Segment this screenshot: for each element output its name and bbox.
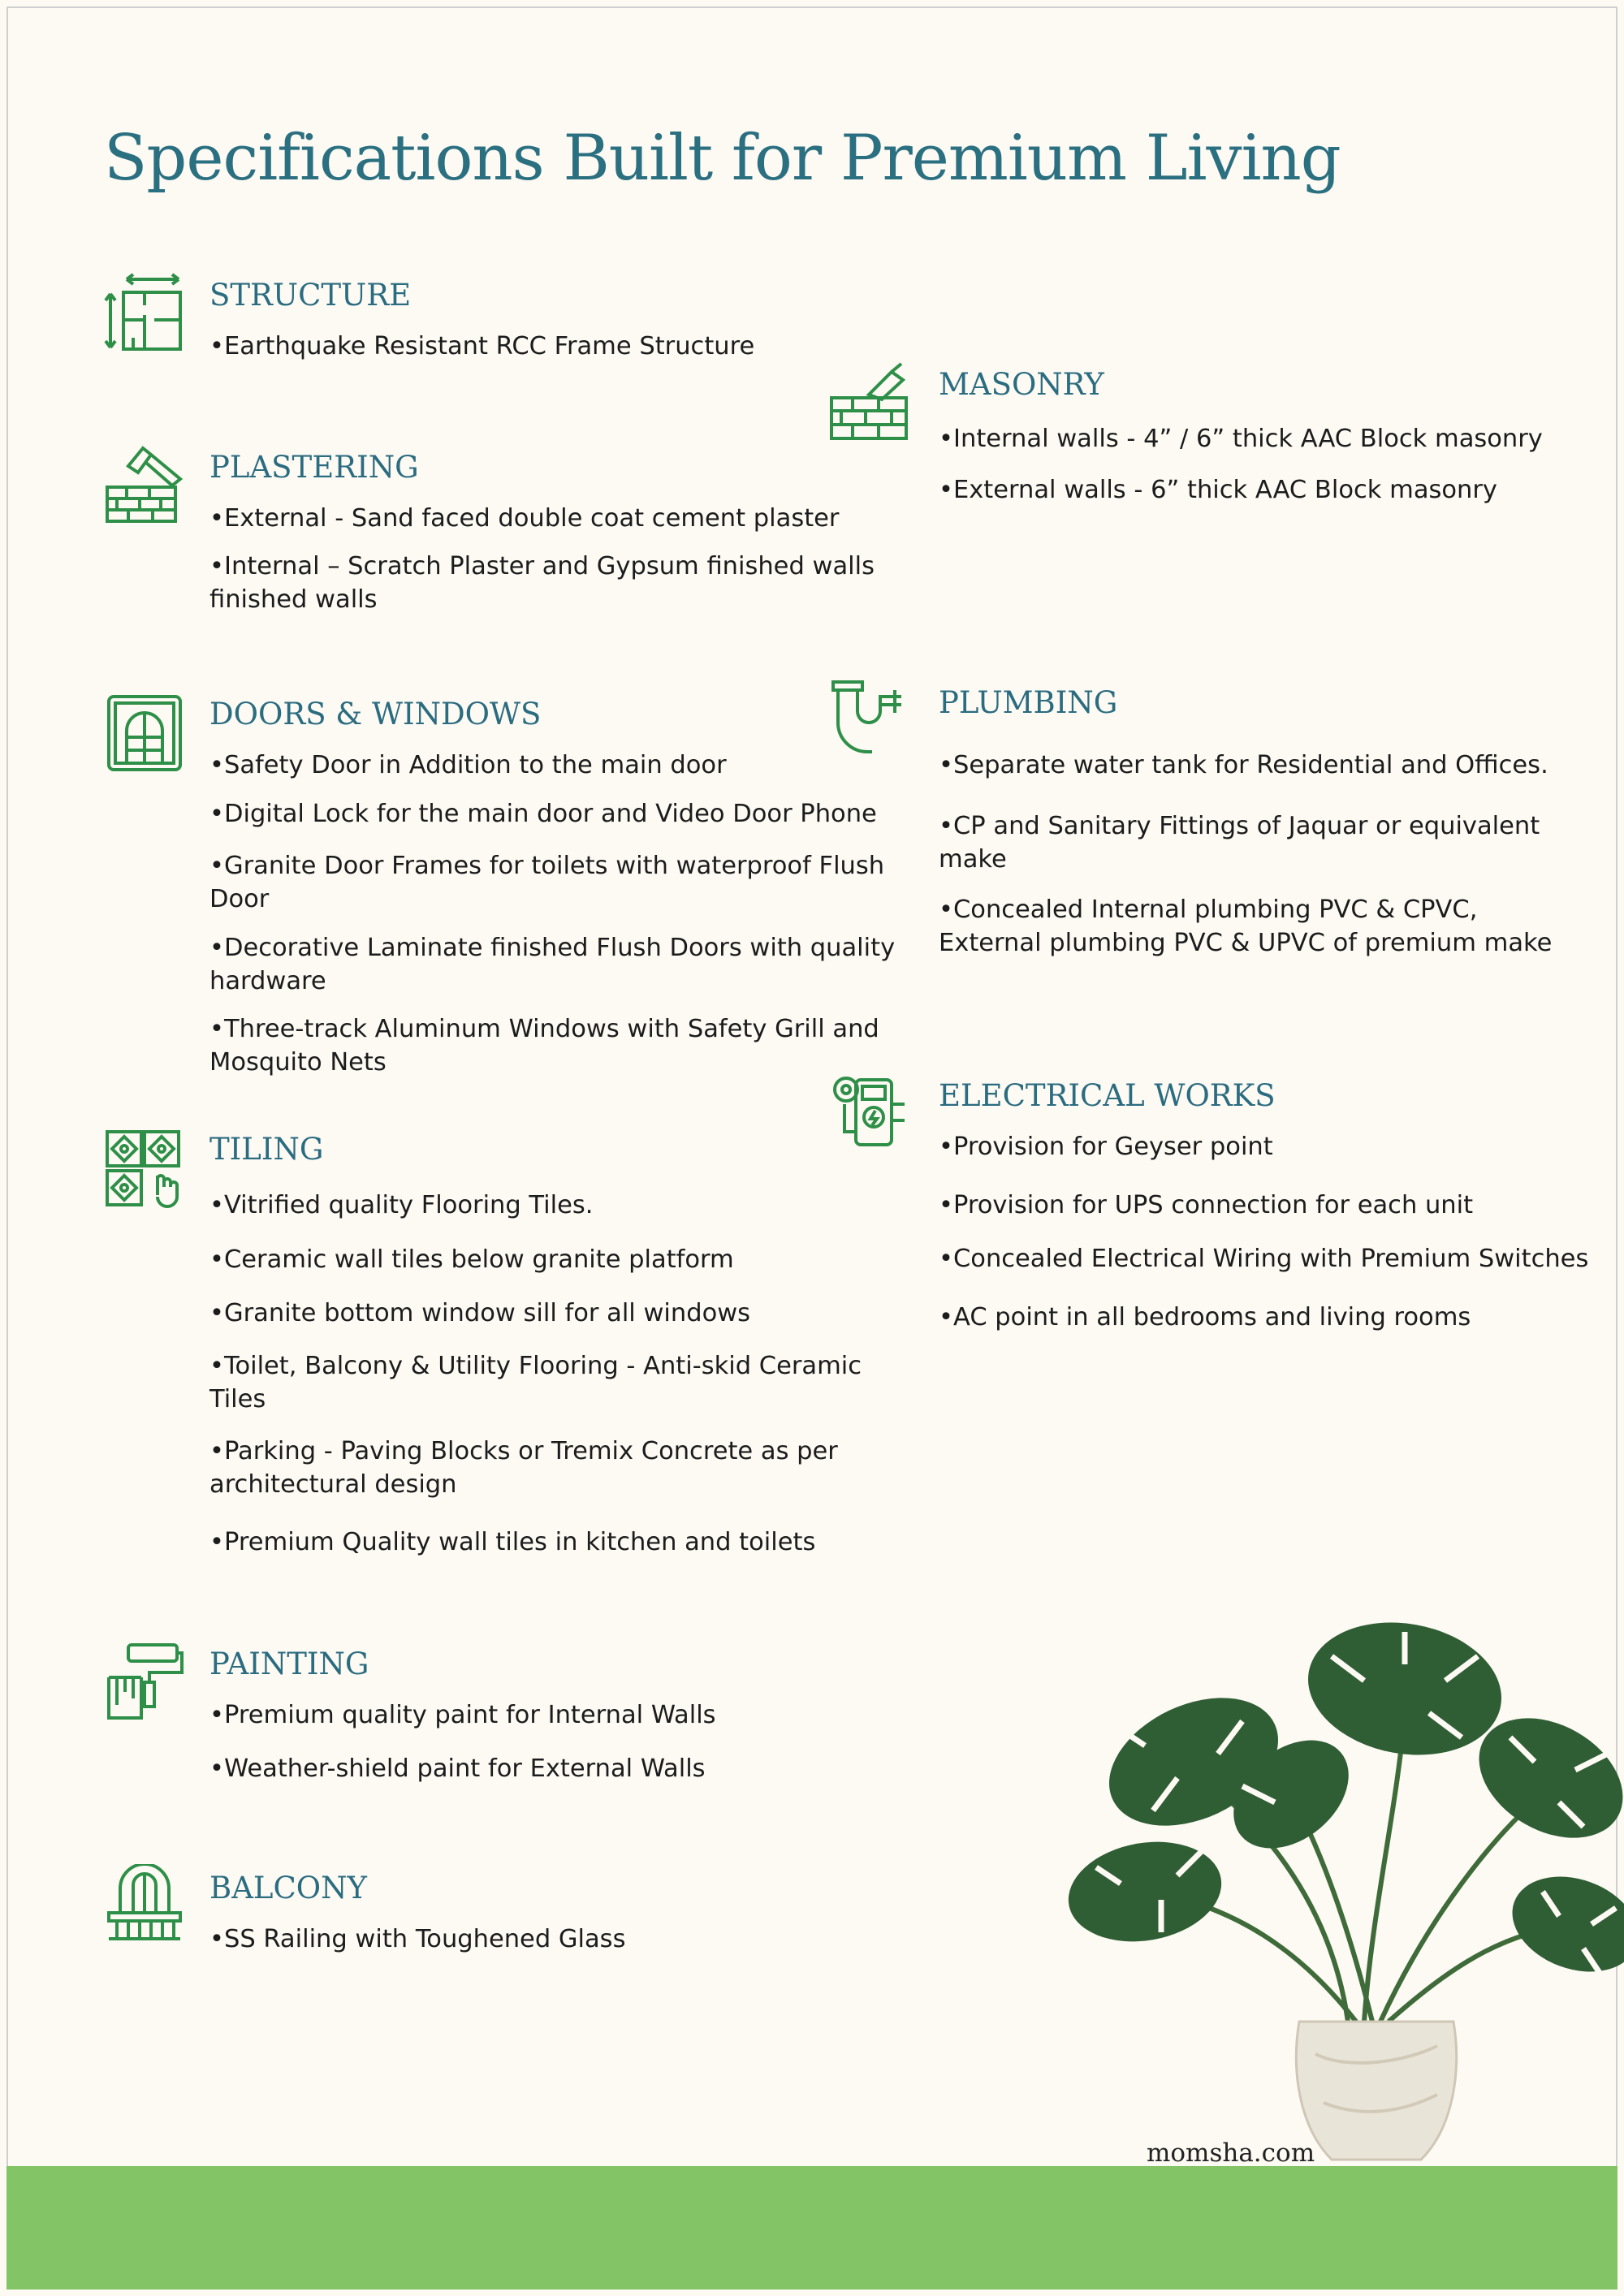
plastering-list (209, 502, 875, 616)
plastering-trowel-icon (104, 443, 185, 524)
window-icon (104, 692, 185, 773)
list-item: •Vitrified quality Flooring Tiles. (209, 1191, 594, 1219)
masonry-list (939, 422, 1605, 507)
list-item: •Internal walls - 4” / 6” thick AAC Block masonry (939, 425, 1543, 453)
section-heading-balcony: BALCONY (209, 1871, 367, 1905)
list-item: •External - Sand faced double coat cement plaster (209, 504, 840, 533)
section-heading-tiling: TILING (209, 1132, 324, 1167)
tiles-icon (104, 1129, 185, 1210)
list-item: •Earthquake Resistant RCC Frame Structure (209, 332, 755, 360)
list-item: •Premium quality paint for Internal Walls (209, 1701, 716, 1729)
section-heading-structure: STRUCTURE (209, 278, 412, 313)
list-item: •Separate water tank for Residential and Offices. (939, 751, 1548, 779)
section-heading-painting: PAINTING (209, 1646, 369, 1681)
list-item: •Granite bottom window sill for all windows (209, 1299, 751, 1327)
list-item: •CP and Sanitary Fittings of Jaquar or equivalent make (939, 812, 1540, 874)
list-item: •Parking - Paving Blocks or Tremix Concrete as per architectural design (209, 1437, 838, 1499)
brick-wall-trowel-icon (828, 362, 909, 443)
doors-windows-list (209, 749, 940, 1079)
paint-roller-icon (104, 1640, 185, 1721)
list-item: •Premium Quality wall tiles in kitchen and toilets (209, 1528, 816, 1556)
plumbing-list (939, 749, 1605, 960)
section-heading-plastering: PLASTERING (209, 450, 419, 485)
list-item: •Concealed Internal plumbing PVC & CPVC, External plumbing PVC & UPVC of premium make (939, 896, 1553, 957)
section-heading-masonry: MASONRY (939, 367, 1104, 402)
structure-list (209, 330, 875, 363)
list-item: •External walls - 6” thick AAC Block masonry (939, 476, 1497, 504)
list-item: •Weather-shield paint for External Walls (209, 1754, 706, 1783)
list-item: •Internal – Scratch Plaster and Gypsum finished walls finished walls (209, 552, 875, 614)
painting-list (209, 1698, 875, 1785)
floor-plan-icon (104, 273, 185, 354)
potted-monstera-plant-image (1056, 1567, 1624, 2168)
electrical-list (939, 1130, 1605, 1334)
section-heading-plumbing: PLUMBING (939, 685, 1118, 720)
list-item: •Provision for UPS connection for each unit (939, 1191, 1474, 1219)
list-item: •Three-track Aluminum Windows with Safety Grill and Mosquito Nets (209, 1015, 879, 1077)
list-item: •Safety Door in Addition to the main door (209, 751, 727, 779)
list-item: •Granite Door Frames for toilets with waterproof Flush Door (209, 852, 885, 913)
list-item: •SS Railing with Toughened Glass (209, 1925, 626, 1953)
list-item: •Digital Lock for the main door and Video Door Phone (209, 800, 877, 828)
list-item: •Provision for Geyser point (939, 1133, 1273, 1161)
list-item: •AC point in all bedrooms and living rooms (939, 1303, 1471, 1331)
tiling-list (209, 1189, 875, 1559)
list-item: •Ceramic wall tiles below granite platform (209, 1245, 734, 1274)
list-item: •Toilet, Balcony & Utility Flooring - Anti-skid Ceramic Tiles (209, 1352, 862, 1413)
page-title: Specifications Built for Premium Living (104, 122, 1341, 195)
footer-band (6, 2166, 1618, 2290)
website-label: momsha.com (1147, 2138, 1315, 2168)
balcony-icon (104, 1864, 185, 1945)
section-heading-electrical: ELECTRICAL WORKS (939, 1078, 1276, 1113)
multimeter-icon (828, 1072, 909, 1153)
balcony-list (209, 1923, 875, 1956)
list-item: •Concealed Electrical Wiring with Premium Switches (939, 1245, 1589, 1273)
list-item: •Decorative Laminate finished Flush Doors with quality hardware (209, 934, 896, 995)
section-heading-doors-windows: DOORS & WINDOWS (209, 697, 542, 732)
pipe-icon (828, 679, 909, 760)
